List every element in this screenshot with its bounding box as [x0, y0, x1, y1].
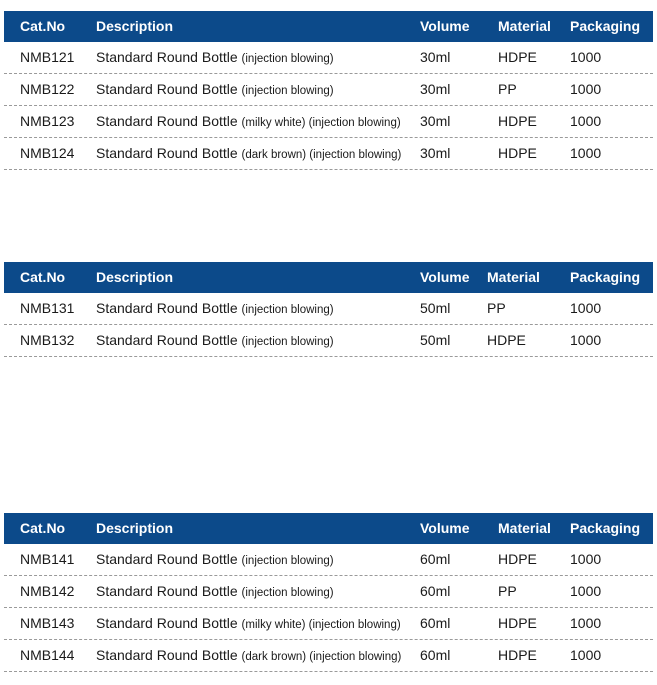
description	[96, 544, 334, 577]
cat-no: NMB132	[20, 332, 75, 348]
packaging: 1000	[570, 332, 602, 348]
material: HDPE	[498, 615, 537, 631]
packaging: 1000	[570, 615, 602, 631]
volume: 50ml	[420, 332, 451, 348]
description-main: Standard Round Bottle	[96, 647, 238, 663]
header-description: Description	[96, 18, 174, 34]
packaging: 1000	[570, 145, 602, 161]
cat-no: NMB143	[20, 615, 75, 631]
description-main: Standard Round Bottle	[96, 145, 238, 161]
table-header	[4, 262, 653, 293]
description	[96, 106, 401, 139]
volume: 30ml	[420, 113, 451, 129]
table-row	[4, 544, 653, 576]
volume: 60ml	[420, 647, 451, 663]
header-description: Description	[96, 269, 174, 285]
table-row	[4, 74, 653, 106]
header-description: Description	[96, 520, 174, 536]
material: HDPE	[498, 647, 537, 663]
description	[96, 138, 401, 171]
header-volume: Volume	[420, 520, 470, 536]
description-note: (injection blowing)	[241, 587, 334, 599]
table-header	[4, 11, 653, 42]
header-cat-no: Cat.No	[20, 269, 66, 285]
header-packaging: Packaging	[570, 269, 641, 285]
header-material: Material	[498, 18, 551, 34]
table-row	[4, 138, 653, 170]
table-row	[4, 640, 653, 672]
volume: 30ml	[420, 49, 451, 65]
description-main: Standard Round Bottle	[96, 81, 238, 97]
packaging: 1000	[570, 551, 602, 567]
volume: 60ml	[420, 615, 451, 631]
volume: 60ml	[420, 583, 451, 599]
description	[96, 608, 401, 641]
cat-no: NMB122	[20, 81, 75, 97]
material: HDPE	[498, 49, 537, 65]
cat-no: NMB141	[20, 551, 75, 567]
product-table-50ml	[4, 262, 653, 357]
cat-no: NMB144	[20, 647, 75, 663]
description	[96, 293, 334, 326]
volume: 50ml	[420, 300, 451, 316]
table-row	[4, 576, 653, 608]
description-main: Standard Round Bottle	[96, 615, 238, 631]
description-main: Standard Round Bottle	[96, 113, 238, 129]
material: HDPE	[498, 551, 537, 567]
description-main: Standard Round Bottle	[96, 300, 238, 316]
description-note: (injection blowing)	[241, 85, 334, 97]
packaging: 1000	[570, 81, 602, 97]
description-main: Standard Round Bottle	[96, 332, 238, 348]
cat-no: NMB131	[20, 300, 75, 316]
header-packaging: Packaging	[570, 18, 641, 34]
cat-no: NMB124	[20, 145, 75, 161]
cat-no: NMB123	[20, 113, 75, 129]
description	[96, 325, 334, 358]
volume: 30ml	[420, 81, 451, 97]
material: HDPE	[498, 113, 537, 129]
header-cat-no: Cat.No	[20, 520, 66, 536]
description	[96, 576, 334, 609]
description	[96, 74, 334, 107]
material: PP	[498, 583, 517, 599]
packaging: 1000	[570, 647, 602, 663]
description-note: (injection blowing)	[241, 53, 334, 65]
volume: 30ml	[420, 145, 451, 161]
table-row	[4, 293, 653, 325]
description-main: Standard Round Bottle	[96, 583, 238, 599]
description-note: (milky white) (injection blowing)	[241, 117, 401, 129]
description-note: (dark brown) (injection blowing)	[241, 651, 402, 663]
table-row	[4, 106, 653, 138]
volume: 60ml	[420, 551, 451, 567]
material: HDPE	[487, 332, 526, 348]
product-table-60ml	[4, 513, 653, 672]
header-material: Material	[498, 520, 551, 536]
description-note: (injection blowing)	[241, 336, 334, 348]
description	[96, 640, 401, 673]
material: HDPE	[498, 145, 537, 161]
header-volume: Volume	[420, 269, 470, 285]
header-material: Material	[487, 269, 540, 285]
product-table-30ml	[4, 11, 653, 170]
cat-no: NMB121	[20, 49, 75, 65]
description-main: Standard Round Bottle	[96, 49, 238, 65]
description-note: (injection blowing)	[241, 304, 334, 316]
header-packaging: Packaging	[570, 520, 641, 536]
material: PP	[487, 300, 506, 316]
packaging: 1000	[570, 113, 602, 129]
table-header	[4, 513, 653, 544]
description-note: (dark brown) (injection blowing)	[241, 149, 402, 161]
packaging: 1000	[570, 583, 602, 599]
description	[96, 42, 334, 75]
packaging: 1000	[570, 49, 602, 65]
packaging: 1000	[570, 300, 602, 316]
description-note: (injection blowing)	[241, 555, 334, 567]
material: PP	[498, 81, 517, 97]
cat-no: NMB142	[20, 583, 75, 599]
table-row	[4, 608, 653, 640]
description-note: (milky white) (injection blowing)	[241, 619, 401, 631]
table-row	[4, 325, 653, 357]
header-volume: Volume	[420, 18, 470, 34]
table-row	[4, 42, 653, 74]
description-main: Standard Round Bottle	[96, 551, 238, 567]
header-cat-no: Cat.No	[20, 18, 66, 34]
